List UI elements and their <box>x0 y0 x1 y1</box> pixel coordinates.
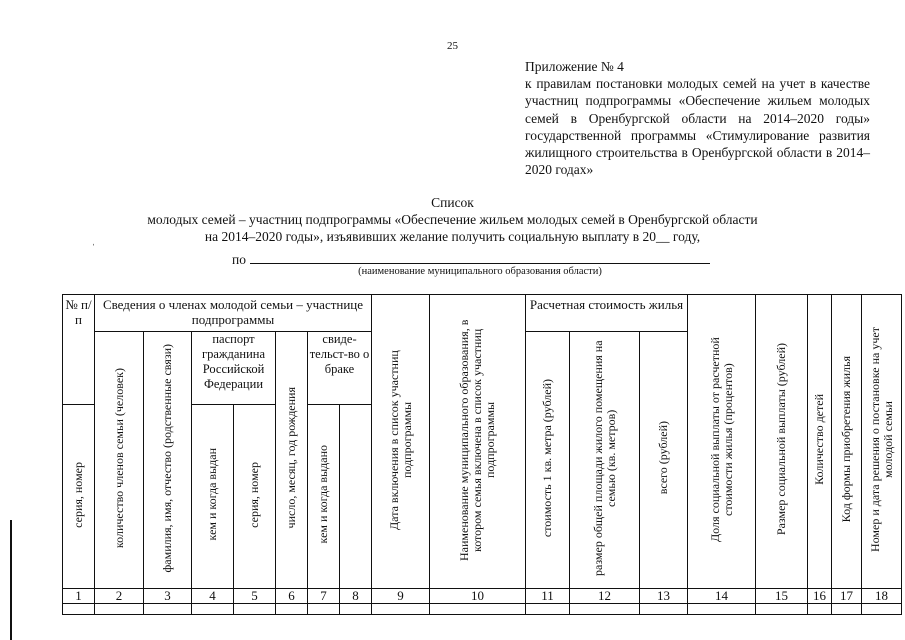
members-count-header: количество членов семьи (человек) <box>95 332 144 589</box>
municipality-fill-line <box>250 263 710 264</box>
column-number: 14 <box>688 589 756 604</box>
column-number: 9 <box>372 589 430 604</box>
share-header: Доля социальной выплаты от расчетной стоимости жилья (процентов) <box>688 295 756 589</box>
column-number: 13 <box>640 589 688 604</box>
appendix-block <box>525 58 870 178</box>
column-number: 17 <box>832 589 862 604</box>
passport-group-header: паспорт гражданина Российской Федерации <box>192 332 276 405</box>
column-number: 11 <box>526 589 570 604</box>
column-numbers-row <box>63 589 902 604</box>
col-number-header: № п/п <box>63 295 95 405</box>
passport-issued-header: кем и когда выдан <box>192 404 234 588</box>
column-number: 7 <box>308 589 340 604</box>
municipality-header: Наименование муниципального образования, в котором семья включена в список участниц подпрограммы <box>430 295 526 589</box>
decision-header: Номер и дата решения о постановке на учет молодой семьи <box>862 295 902 589</box>
area-header: размер общей площади жилого помещения на семью (кв. метров) <box>570 332 640 589</box>
column-number: 5 <box>234 589 276 604</box>
column-number: 1 <box>63 589 95 604</box>
heading-line-3: на 2014–2020 годы», изъявивших желание получить социальную выплату в 20__ году, <box>204 229 701 244</box>
birth-date-header: число, месяц, год рождения <box>276 332 308 589</box>
list-heading <box>0 194 905 245</box>
acq-code-header: Код формы приобретения жилья <box>832 295 862 589</box>
total-header: всего (рублей) <box>640 332 688 589</box>
page-number: 25 <box>447 40 458 52</box>
stray-mark: ˌ <box>92 235 96 246</box>
column-number: 8 <box>340 589 372 604</box>
payout-header: Размер социальной выплаты (рублей) <box>756 295 808 589</box>
column-number: 10 <box>430 589 526 604</box>
appendix-body: к правилам постановки молодых семей на учет в качестве участниц подпрограммы «Обеспечение жильем молодых семей в Оренбургской области на 2014–2020 годы» государственной программы «Стимулирование развития жилищного строительства в Оренбургской области в 2014–2020 годах» <box>525 76 870 178</box>
marriage-group-header: свиде-тельст-во о браке <box>308 332 372 405</box>
column-number: 15 <box>756 589 808 604</box>
cost-per-m2-header: стоимость 1 кв. метра (рублей) <box>526 332 570 589</box>
column-number: 16 <box>808 589 832 604</box>
cost-group-header: Расчетная стоимость жилья <box>526 295 688 332</box>
marriage-series-header: серия, номер <box>234 404 276 588</box>
passport-series-header: серия, номер <box>63 404 95 588</box>
families-table <box>62 294 902 615</box>
po-label: по <box>232 252 246 267</box>
empty-data-row <box>63 604 902 615</box>
heading-line-2: молодых семей – участниц подпрограммы «Обеспечение жильем молодых семей в Оренбургской области <box>147 212 758 227</box>
inclusion-date-header: Дата включения в список участниц подпрограммы <box>372 295 430 589</box>
fio-header: фамилия, имя, отчество (родственные связи) <box>144 332 192 589</box>
appendix-title: Приложение № 4 <box>525 59 624 74</box>
children-header: Количество детей <box>808 295 832 589</box>
column-number: 4 <box>192 589 234 604</box>
column-number: 6 <box>276 589 308 604</box>
heading-line-1: Список <box>431 195 474 210</box>
column-number: 3 <box>144 589 192 604</box>
municipality-caption: (наименование муниципального образования области) <box>358 266 602 277</box>
members-group-header: Сведения о членах молодой семьи – участнице подпрограммы <box>95 295 372 332</box>
column-number: 2 <box>95 589 144 604</box>
column-number: 12 <box>570 589 640 604</box>
marriage-issued-header: кем и когда выдано <box>308 404 340 588</box>
column-number: 18 <box>862 589 902 604</box>
scan-edge-bar <box>10 520 12 640</box>
